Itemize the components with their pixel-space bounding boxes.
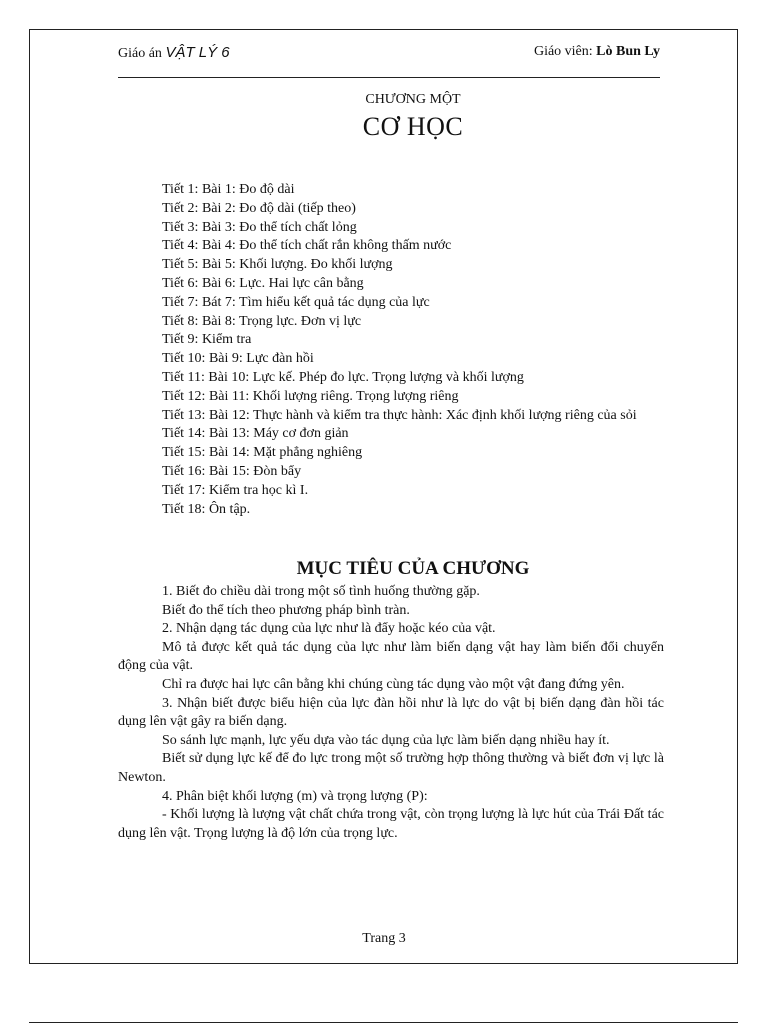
chapter-label: CHƯƠNG MỘT (365, 92, 461, 107)
lesson-item: Tiết 6: Bài 6: Lực. Hai lực cân bằng (162, 275, 364, 291)
objective-paragraph: Biết sử dụng lực kế để đo lực trong một số trường hợp thông thường và biết đơn vị lực là Newton. (118, 751, 664, 785)
lesson-item: Tiết 11: Bài 10: Lực kế. Phép đo lực. Trọng lượng và khối lượng (162, 369, 524, 385)
objective-paragraph: Chỉ ra được hai lực cân bằng khi chúng cùng tác dụng vào một vật đang đứng yên. (162, 676, 625, 692)
lesson-list (118, 181, 664, 519)
bottom-divider (29, 1022, 738, 1023)
subject-prefix: Giáo án (118, 46, 162, 61)
objectives-title: MỤC TIÊU CỦA CHƯƠNG (296, 558, 530, 579)
objective-paragraph: So sánh lực mạnh, lực yếu dựa vào tác dụng của lực làm biến dạng nhiều hay ít. (162, 732, 610, 748)
header-divider (118, 77, 660, 78)
lesson-item: Tiết 5: Bài 5: Khối lượng. Đo khối lượng (162, 257, 393, 273)
lesson-item: Tiết 10: Bài 9: Lực đàn hồi (162, 351, 314, 367)
lesson-item: Tiết 17: Kiểm tra học kì I. (162, 482, 309, 498)
objective-paragraph: Mô tả được kết quả tác dụng của lực như làm biến dạng vật hay làm biến đổi chuyển động của vật. (118, 639, 664, 674)
page-number: Trang 3 (362, 931, 406, 946)
lesson-item: Tiết 4: Bài 4: Đo thể tích chất rắn không thấm nước (162, 238, 452, 254)
lesson-item: Tiết 1: Bài 1: Đo độ dài (162, 182, 295, 197)
lesson-item: Tiết 7: Bát 7: Tìm hiểu kết quả tác dụng của lực (162, 294, 430, 310)
lesson-item: Tiết 8: Bài 8: Trọng lực. Đơn vị lực (162, 313, 362, 329)
header-teacher (534, 44, 660, 60)
objective-paragraph: - Khối lượng là lượng vật chất chứa trong vật, còn trọng lượng là lực hút của Trái Đất tác dụng lên vật. Trọng lượng là độ lớn của trọng lực. (118, 807, 664, 841)
objective-paragraph: 3. Nhận biết được biểu hiện của lực đàn hồi như là lực do vật bị biến dạng đàn hồi tác dụng lên vật gây ra biến dạng. (118, 695, 664, 730)
lesson-item: Tiết 16: Bài 15: Đòn bẩy (162, 463, 302, 479)
teacher-name: Lò Bun Ly (596, 44, 660, 59)
page-header (118, 44, 660, 66)
lesson-item: Tiết 12: Bài 11: Khối lượng riêng. Trọng lượng riêng (162, 388, 459, 404)
lesson-item: Tiết 9: Kiểm tra (162, 332, 252, 348)
header-subject (118, 44, 230, 62)
objective-paragraph: 1. Biết đo chiều dài trong một số tình huống thường gặp. (162, 584, 480, 599)
lesson-item: Tiết 2: Bài 2: Đo độ dài (tiếp theo) (162, 200, 356, 216)
lesson-item: Tiết 14: Bài 13: Máy cơ đơn giản (162, 426, 349, 442)
lesson-item: Tiết 3: Bài 3: Đo thể tích chất lỏng (162, 219, 357, 235)
lesson-item: Tiết 15: Bài 14: Mặt phẳng nghiêng (162, 445, 363, 461)
objective-paragraph: Biết đo thể tích theo phương pháp bình tràn. (162, 602, 410, 618)
lesson-item: Tiết 18: Ôn tập. (162, 501, 251, 517)
teacher-label: Giáo viên: (533, 44, 593, 59)
chapter-title: CƠ HỌC (362, 112, 464, 141)
objective-paragraph: 4. Phân biệt khối lượng (m) và trọng lượng (P): (162, 788, 428, 804)
objective-paragraph: 2. Nhận dạng tác dụng của lực như là đẩy hoặc kéo của vật. (162, 621, 496, 637)
lesson-item: Tiết 13: Bài 12: Thực hành và kiểm tra thực hành: Xác định khối lượng riêng của sỏi (162, 407, 637, 423)
subject-name: VẬT LÝ 6 (165, 44, 230, 61)
objectives-body (118, 583, 664, 843)
